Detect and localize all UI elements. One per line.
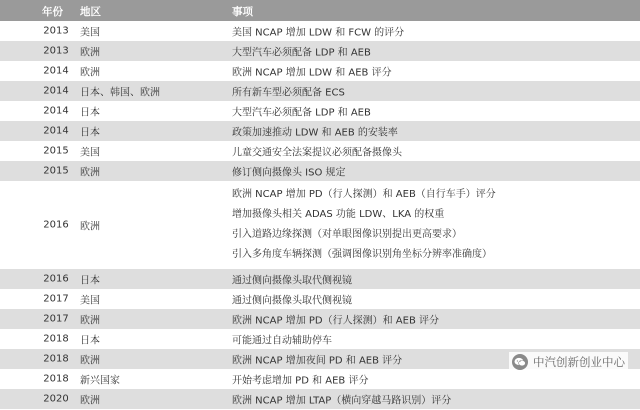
item-cell: 通过侧向摄像头取代侧视镜 bbox=[232, 295, 352, 307]
region-cell: 欧洲 bbox=[80, 221, 100, 233]
year-cell: 2013 bbox=[43, 25, 69, 37]
region-cell: 新兴国家 bbox=[80, 375, 120, 387]
table-row bbox=[0, 269, 640, 290]
region-cell: 美国 bbox=[80, 147, 100, 159]
table-header bbox=[0, 0, 640, 21]
table-row bbox=[0, 309, 640, 330]
item-cell: 所有新车型必须配备 ECS bbox=[232, 87, 345, 99]
item-cell: 大型汽车必须配备 LDP 和 AEB bbox=[232, 107, 371, 119]
table-row bbox=[0, 161, 640, 182]
item-line: 引入多角度车辆探测（强调图像识别角坐标分辨率准确度） bbox=[232, 249, 492, 260]
region-cell: 欧洲 bbox=[80, 395, 100, 407]
item-cell: 修订侧向摄像头 ISO 规定 bbox=[232, 167, 346, 179]
region-cell: 日本 bbox=[80, 127, 100, 139]
table-row bbox=[0, 369, 640, 390]
year-cell: 2014 bbox=[43, 125, 69, 137]
item-cell: 欧洲 NCAP 增加 LTAP（横向穿越马路识别）评分 bbox=[232, 395, 452, 407]
year-cell: 2016 bbox=[43, 273, 69, 285]
year-cell: 2017 bbox=[43, 313, 69, 325]
region-cell: 欧洲 bbox=[80, 47, 100, 59]
item-cell: 大型汽车必须配备 LDP 和 AEB bbox=[232, 47, 371, 59]
region-cell: 欧洲 bbox=[80, 315, 100, 327]
item-cell: 通过侧向摄像头取代侧视镜 bbox=[232, 275, 352, 287]
item-cell: 可能通过自动辅助停车 bbox=[232, 335, 332, 347]
table-row bbox=[0, 141, 640, 162]
table-row bbox=[0, 329, 640, 350]
item-cell: 欧洲 NCAP 增加 LDW 和 AEB 评分 bbox=[232, 67, 392, 79]
year-cell: 2018 bbox=[43, 333, 69, 345]
item-line: 欧洲 NCAP 增加 PD（行人探测）和 AEB（自行车手）评分 bbox=[232, 189, 496, 200]
header-item: 事项 bbox=[232, 6, 253, 18]
region-cell: 欧洲 bbox=[80, 67, 100, 79]
item-cell: 儿童交通安全法案提议必须配备摄像头 bbox=[232, 147, 402, 159]
region-cell: 日本、韩国、欧洲 bbox=[80, 87, 160, 99]
year-cell: 2014 bbox=[43, 85, 69, 97]
table-row bbox=[0, 389, 640, 410]
year-cell: 2015 bbox=[43, 165, 69, 177]
item-cell: 欧洲 NCAP 增加夜间 PD 和 AEB 评分 bbox=[232, 355, 403, 367]
region-cell: 美国 bbox=[80, 27, 100, 39]
table-row bbox=[0, 121, 640, 142]
table-row bbox=[0, 101, 640, 122]
item-line: 引入道路边缘探测（对单眼图像识别提出更高要求） bbox=[232, 229, 462, 240]
year-cell: 2015 bbox=[43, 145, 69, 157]
header-region: 地区 bbox=[80, 6, 101, 18]
year-cell: 2018 bbox=[43, 373, 69, 385]
wechat-icon bbox=[512, 354, 528, 370]
table-row bbox=[0, 289, 640, 310]
item-cell: 美国 NCAP 增加 LDW 和 FCW 的评分 bbox=[232, 27, 405, 39]
region-cell: 欧洲 bbox=[80, 355, 100, 367]
region-cell: 日本 bbox=[80, 107, 100, 119]
year-cell: 2016 bbox=[43, 219, 69, 231]
year-cell: 2013 bbox=[43, 45, 69, 57]
item-line: 增加摄像头相关 ADAS 功能 LDW、LKA 的权重 bbox=[232, 209, 445, 220]
region-cell: 美国 bbox=[80, 295, 100, 307]
region-cell: 欧洲 bbox=[80, 167, 100, 179]
year-cell: 2018 bbox=[43, 353, 69, 365]
watermark-text: 中汽创新创业中心 bbox=[533, 355, 625, 369]
table-row bbox=[0, 61, 640, 82]
item-cell: 欧洲 NCAP 增加 PD（行人探测）和 AEB 评分 bbox=[232, 315, 439, 327]
table-row bbox=[0, 41, 640, 62]
item-cell: 政策加速推动 LDW 和 AEB 的安装率 bbox=[232, 127, 398, 139]
year-cell: 2020 bbox=[43, 393, 69, 405]
year-cell: 2014 bbox=[43, 105, 69, 117]
item-cell bbox=[232, 185, 496, 265]
table-row bbox=[0, 181, 640, 270]
header-year: 年份 bbox=[42, 6, 63, 18]
year-cell: 2017 bbox=[43, 293, 69, 305]
year-cell: 2014 bbox=[43, 65, 69, 77]
region-cell: 日本 bbox=[80, 275, 100, 287]
table-row bbox=[0, 21, 640, 42]
region-cell: 日本 bbox=[80, 335, 100, 347]
watermark bbox=[509, 352, 628, 372]
item-cell: 开始考虑增加 PD 和 AEB 评分 bbox=[232, 375, 369, 387]
table-row bbox=[0, 81, 640, 102]
